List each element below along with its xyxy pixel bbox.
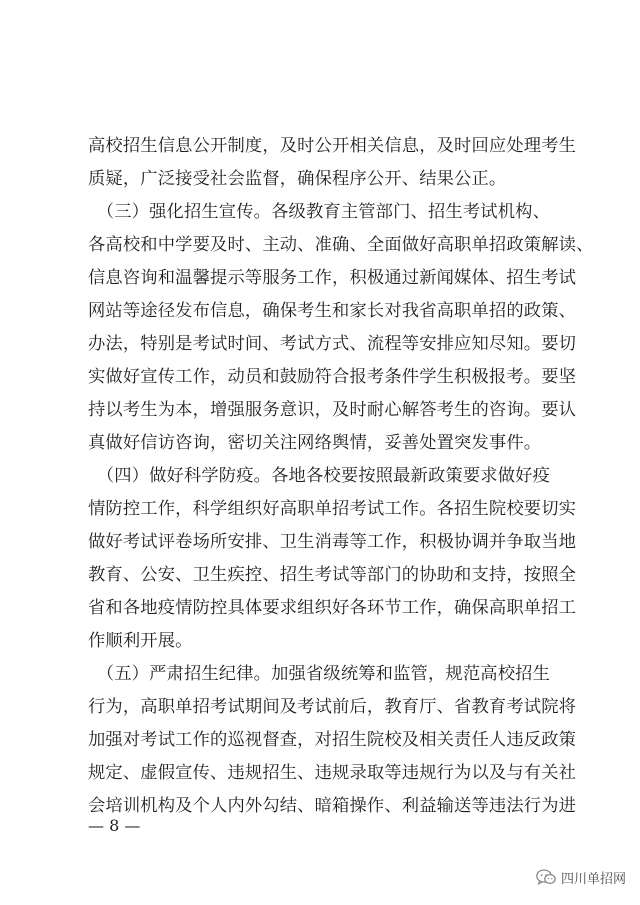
body-text: [88, 130, 594, 823]
watermark: [536, 868, 626, 887]
text-line: （四）做好科学防疫。各地各校要按照最新政策要求做好疫: [88, 466, 550, 486]
text-line: 情防控工作，科学组织好高职单招考试工作。各招生院校要切实: [88, 499, 577, 519]
wechat-icon: [536, 869, 556, 886]
text-line: 加强对考试工作的巡视督查，对招生院校及相关责任人违反政策: [88, 730, 577, 750]
text-line: 行为，高职单招考试期间及考试前后，教育厅、省教育考试院将: [88, 697, 577, 717]
watermark-text: 四川单招网: [560, 872, 626, 887]
text-line: 做好考试评卷场所安排、卫生消毒等工作，积极协调并争取当地: [88, 532, 577, 552]
text-line: （三）强化招生宣传。各级教育主管部门、招生考试机构、: [88, 202, 550, 222]
text-line: 质疑，广泛接受社会监督，确保程序公开、结果公正。: [88, 169, 507, 189]
text-line: 教育、公安、卫生疾控、招生考试等部门的协助和支持，按照全: [88, 565, 577, 585]
text-line: 实做好宣传工作，动员和鼓励符合报考条件学生积极报考。要坚: [88, 367, 577, 387]
page-number: — 8 —: [88, 816, 141, 835]
text-line: 高校招生信息公开制度，及时公开相关信息，及时回应处理考生: [88, 136, 577, 156]
text-line: 省和各地疫情防控具体要求组织好各环节工作，确保高职单招工: [88, 598, 577, 618]
text-line: 真做好信访咨询，密切关注网络舆情，妥善处置突发事件。: [88, 433, 542, 453]
text-line: 办法，特别是考试时间、考试方式、流程等安排应知尽知。要切: [88, 334, 577, 354]
text-line: 持以考生为本，增强服务意识，及时耐心解答考生的咨询。要认: [88, 400, 577, 420]
text-line: 作顺利开展。: [88, 631, 193, 651]
text-line: 规定、虚假宣传、违规招生、违规录取等违规行为以及与有关社: [88, 763, 577, 783]
text-line: 信息咨询和温馨提示等服务工作，积极通过新闻媒体、招生考试: [88, 268, 577, 288]
text-line: （五）严肃招生纪律。加强省级统筹和监管，规范高校招生: [88, 664, 550, 684]
text-line: 网站等途径发布信息，确保考生和家长对我省高职单招的政策、: [88, 301, 577, 321]
text-line: 会培训机构及个人内外勾结、暗箱操作、利益输送等违法行为进: [88, 796, 577, 816]
text-line: 各高校和中学要及时、主动、准确、全面做好高职单招政策解读、: [88, 235, 594, 255]
